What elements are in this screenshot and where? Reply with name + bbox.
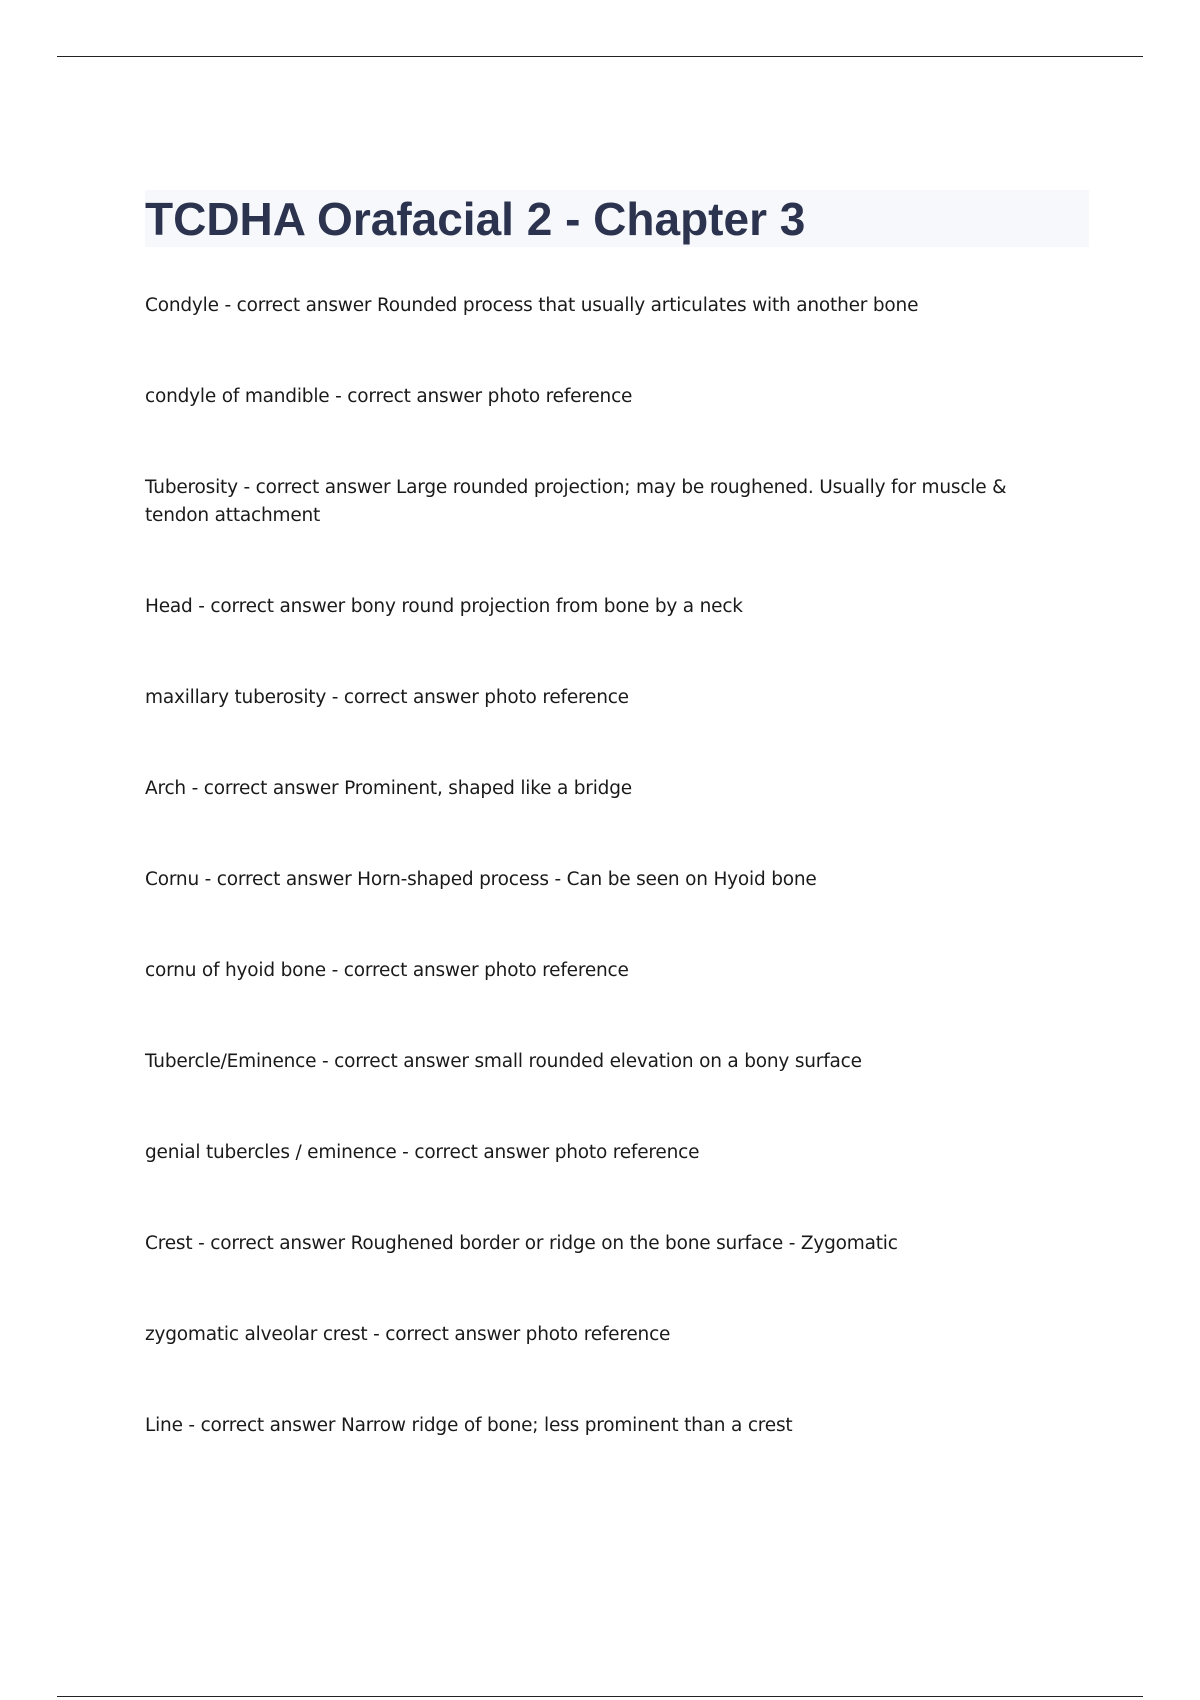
flashcard-entry: condyle of mandible - correct answer photo reference <box>145 386 633 407</box>
flashcard-entry: cornu of hyoid bone - correct answer photo reference <box>145 960 629 981</box>
header-rule <box>57 56 1143 57</box>
flashcard-entry: Tubercle/Eminence - correct answer small rounded elevation on a bony surface <box>145 1051 862 1072</box>
flashcard-entry: Cornu - correct answer Horn-shaped process - Can be seen on Hyoid bone <box>145 869 817 890</box>
flashcard-entry: Condyle - correct answer Rounded process that usually articulates with another bone <box>145 295 919 316</box>
flashcard-entry: Line - correct answer Narrow ridge of bone; less prominent than a crest <box>145 1415 793 1436</box>
flashcard-entry: Tuberosity - correct answer Large rounded projection; may be roughened. Usually for muscle & tendon attachment <box>145 477 1007 526</box>
document-title: TCDHA Orafacial 2 - Chapter 3 <box>145 193 806 245</box>
flashcard-entry: genial tubercles / eminence - correct answer photo reference <box>145 1142 700 1163</box>
flashcard-entry: Head - correct answer bony round projection from bone by a neck <box>145 596 743 617</box>
flashcard-list <box>145 292 1075 1440</box>
footer-rule <box>57 1696 1143 1697</box>
flashcard-entry: maxillary tuberosity - correct answer photo reference <box>145 687 629 708</box>
flashcard-entry: Arch - correct answer Prominent, shaped like a bridge <box>145 778 632 799</box>
flashcard-entry: zygomatic alveolar crest - correct answer photo reference <box>145 1324 671 1345</box>
flashcard-entry: Crest - correct answer Roughened border or ridge on the bone surface - Zygomatic <box>145 1233 898 1254</box>
